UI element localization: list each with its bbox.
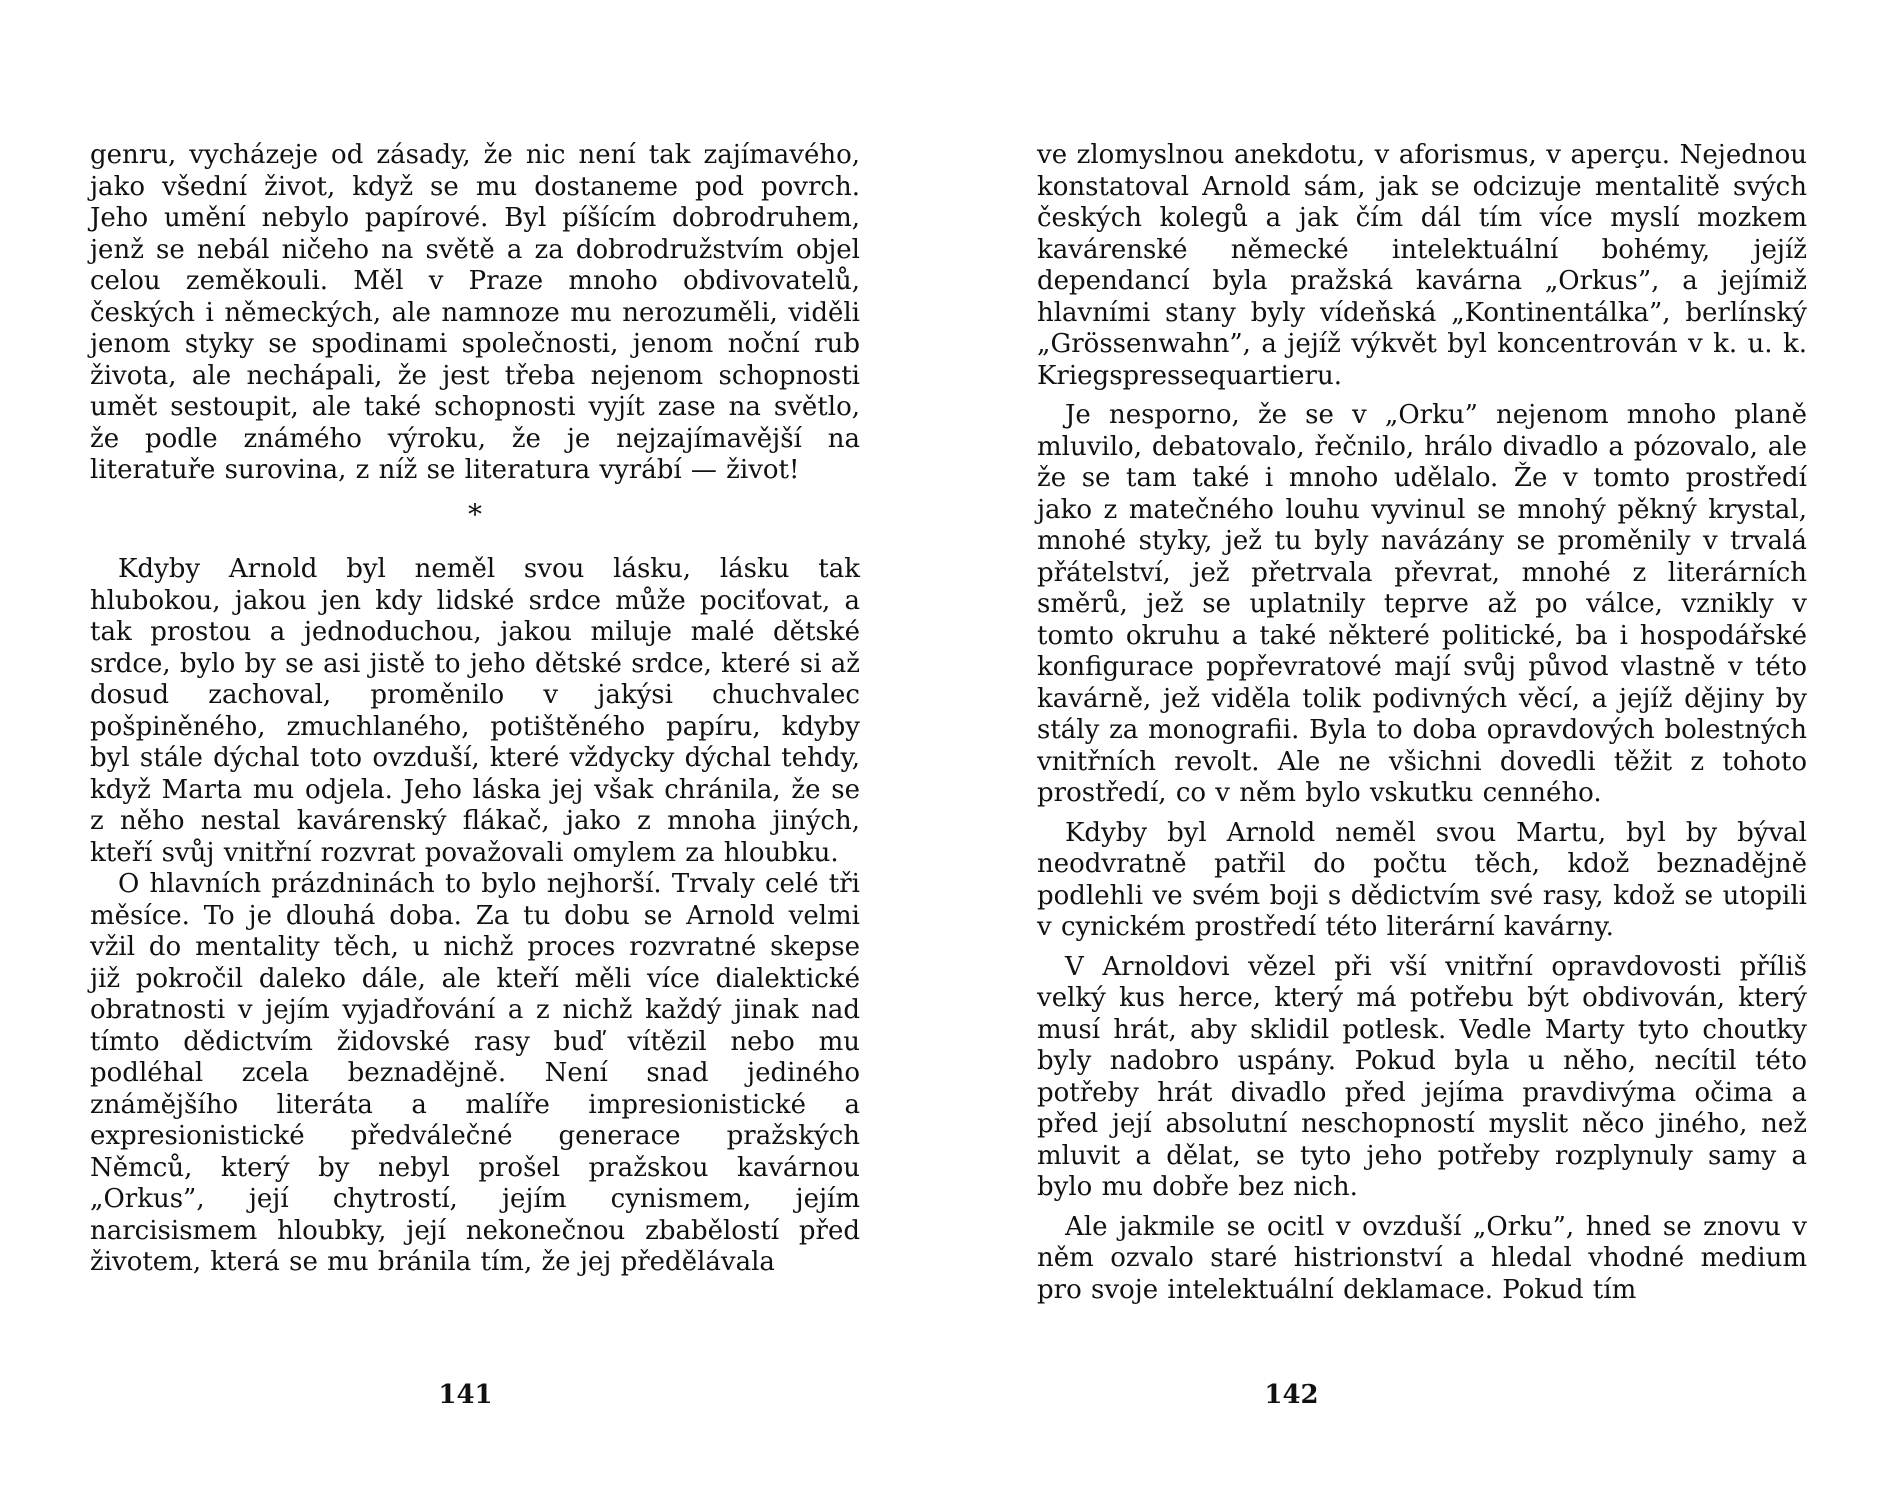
paragraph: Je nesporno, že se v „Orku” nejenom mnoho planě mluvilo, debatovalo, řečnilo, hrálo divadlo a pózovalo, ale že se tam také i mnoho udělalo. Že v tomto prostředí jako z matečného louhu vyvinul se mnohý pěkný krystal, mnohé styky, jež tu byly navázány se proměnily v trvalá přátelství, jež přetrvala převrat, mnohé z literárních směrů, jež se uplatnily teprve až po válce, vznikly v tomto okruhu a také některé politické, ba i hospodářské konfigurace popřevratové mají svůj původ vlastně v této kavárně, jež viděla tolik podivných věcí, a jejíž dějiny by stály za monografii. Byla to doba opravdových bolestných vnitřních revolt. Ale ne všichni dovedli těžit z tohoto prostředí, co v něm bylo vskutku cenného. <box>1037 400 1807 808</box>
paragraph: Kdyby Arnold byl neměl svou lásku, lásku tak hlubokou, jakou jen kdy lidské srdce může pociťovat, a tak prostou a jednoduchou, jakou miluje malé dětské srdce, bylo by se asi jistě to jeho dětské srdce, které si až dosud zachoval, proměnilo v jakýsi chuchvalec pošpiněného, zmuchlaného, potištěného papíru, kdyby byl stále dýchal toto ovzduší, které vždycky dýchal tehdy, když Marta mu odjela. Jeho láska jej však chránila, že se z něho nestal kavárenský flákač, jako z mnoha jiných, kteří svůj vnitřní rozvrat považovali omylem za hloubku. <box>90 554 860 868</box>
right-page <box>941 0 1882 1500</box>
right-page-text <box>1037 140 1807 1306</box>
left-page-text <box>90 140 860 1279</box>
paragraph: O hlavních prázdninách to bylo nejhorší. Trvaly celé tři měsíce. To je dlouhá doba. Za tu dobu se Arnold velmi vžil do mentality těch, u nichž proces rozvratné skepse již pokročil daleko dále, ale kteří měli více dialektické obratnosti v jejím vyjadřování a z nichž každý jinak nad tímto dědictvím židovské rasy buď vítězil nebo mu podléhal zcela beznadějně. Není snad jediného známějšího literáta a malíře impresionistické a expresionistické předválečné generace pražských Němců, který by nebyl prošel pražskou kavárnou „Orkus”, její chytrostí, jejím cynismem, jejím narcisismem hloubky, její nekonečnou zbabělostí před životem, která se mu bránila tím, že jej předělávala <box>90 869 860 1277</box>
page-number: 141 <box>438 1380 493 1410</box>
page-number: 142 <box>1264 1380 1319 1410</box>
paragraph: V Arnoldovi vězel při vší vnitřní opravdovosti příliš velký kus herce, který má potřebu být obdivován, který musí hrát, aby sklidil potlesk. Vedle Marty tyto choutky byly nadobro uspány. Pokud byla u něho, necítil této potřeby hrát divadlo před jejíma pravdivýma očima a před její absolutní neschopností myslit něco jiného, než mluvit a dělat, se tyto jeho potřeby rozplynuly samy a bylo mu dobře bez nich. <box>1037 951 1807 1202</box>
paragraph: genru, vycházeje od zásady, že nic není tak zajímavého, jako všední život, když se mu dostaneme pod povrch. Jeho umění nebylo papírové. Byl píšícím dobrodruhem, jenž se nebál ničeho na světě a za dobrodružstvím objel celou zeměkouli. Měl v Praze mnoho obdivovatelů, českých i německých, ale namnoze mu nerozuměli, viděli jenom styky se spodinami společnosti, jenom noční rub života, ale nechápali, že jest třeba nejenom schopnosti umět sestoupit, ale také schopnosti vyjít zase na světlo, že podle známého výroku, že je nejzajímavější na literatuře surovina, z níž se literatura vyrábí — život! <box>90 140 860 485</box>
paragraph: Kdyby byl Arnold neměl svou Martu, byl by býval neodvratně patřil do počtu těch, kdož beznadějně podlehli ve svém boji s dědictvím své rasy, kdož se utopili v cynickém prostředí této literární kavárny. <box>1037 817 1807 942</box>
paragraph: Ale jakmile se ocitl v ovzduší „Orku”, hned se znovu v něm ozvalo staré histrionství a hledal vhodné medium pro svoje intelektuální deklamace. Pokud tím <box>1037 1211 1807 1305</box>
paragraph: ve zlomyslnou anekdotu, v aforismus, v aperçu. Nejednou konstatoval Arnold sám, jak se odcizuje mentalitě svých českých kolegů a jak čím dál tím více myslí mozkem kavárenské německé intelektuální bohémy, jejíž dependancí byla pražská kavárna „Orkus”, a jejímiž hlavními stany byly vídeňská „Kontinentálka”, berlínský „Grössenwahn”, a jejíž výkvět byl koncentrován v k. u. k. Kriegspressequartieru. <box>1037 140 1807 391</box>
section-separator: * <box>468 497 482 531</box>
